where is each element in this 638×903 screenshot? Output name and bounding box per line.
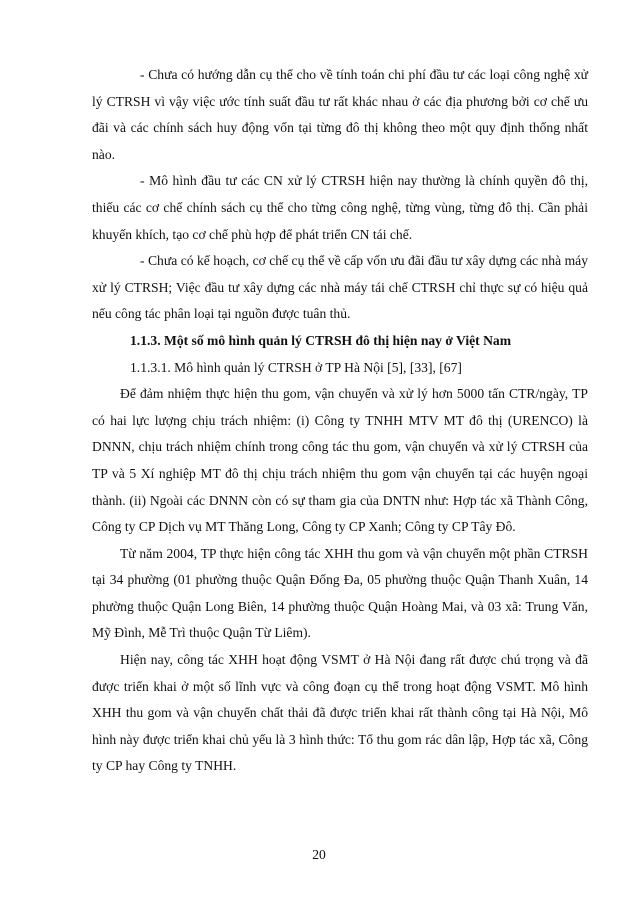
paragraph-socialization-2004: Từ năm 2004, TP thực hiện công tác XHH thu gom và vận chuyển một phần CTRSH tại 34 phường (01 phường thuộc Quận Đống Đa, 05 phường thuộc Quận Thanh Xuân, 14 phường thuộc Quận Long Biên, 14 phường thuộc Quận Hoàng Mai, và 03 xã: Trung Văn, Mỹ Đình, Mễ Trì thuộc Quận Từ Liêm). xyxy=(92,545,588,641)
paragraph-investment-model: - Mô hình đầu tư các CN xử lý CTRSH hiện nay thường là chính quyền đô thị, thiếu các cơ chế chính sách cụ thể cho từng công nghệ, từng vùng, từng đô thị. Cần phải khuyến khích, tạo cơ chế phù hợp để phát triển CN tái chế. xyxy=(92,173,588,242)
paragraph-hanoi-collection: Để đảm nhiệm thực hiện thu gom, vận chuyển và xử lý hơn 5000 tấn CTR/ngày, TP có hai lực lượng chịu trách nhiệm: (i) Công ty TNHH MTV MT đô thị (URENCO) là DNNN, chịu trách nhiệm chính trong công tác thu gom, vận chuyển và xử lý CTRSH của TP và 5 Xí nghiệp MT đô thị chịu trách nhiệm thu gom vận chuyển tại các huyện ngoại thành. (ii) Ngoài các DNNN còn có sự tham gia của DNTN như: Hợp tác xã Thành Công, Công ty CP Dịch vụ MT Thăng Long, Công ty CP Xanh; Công ty CP Tây Đô. xyxy=(92,386,588,535)
page-number: 20 xyxy=(312,847,326,862)
paragraph-investment-cost: - Chưa có hướng dẫn cụ thể cho về tính toán chi phí đầu tư các loại công nghệ xử lý CTRSH vì vậy việc ước tính suất đầu tư rất khác nhau ở các địa phương bởi cơ chế ưu đãi và các chính sách huy động vốn tại từng đô thị không theo một quy định thống nhất nào. xyxy=(92,67,588,162)
subsection-heading: 1.1.3.1. Mô hình quản lý CTRSH ở TP Hà Nội [5], [33], [67] xyxy=(130,359,462,375)
paragraph-preferential-capital: - Chưa có kế hoạch, cơ chế cụ thể về cấp vốn ưu đãi đầu tư xây dựng các nhà máy xử lý CTRSH; Việc đầu tư xây dựng các nhà máy tái chế CTRSH chỉ thực sự có hiệu quả nếu công tác phân loại tại nguồn được tuân thủ. xyxy=(92,253,588,322)
document-page xyxy=(92,62,588,780)
paragraph-current-socialization: Hiện nay, công tác XHH hoạt động VSMT ở Hà Nội đang rất được chú trọng và đã được triển khai ở một số lĩnh vực và công đoạn cụ thể trong hoạt động VSMT. Mô hình XHH thu gom và vận chuyển chất thải đã được triển khai rất thành công tại Hà Nội, Mô hình này được triển khai chủ yếu là 3 hình thức: Tổ thu gom rác dân lập, Hợp tác xã, Công ty CP hay Công ty TNHH. xyxy=(92,652,588,774)
section-heading: 1.1.3. Một số mô hình quản lý CTRSH đô thị hiện nay ở Việt Nam xyxy=(130,332,512,348)
